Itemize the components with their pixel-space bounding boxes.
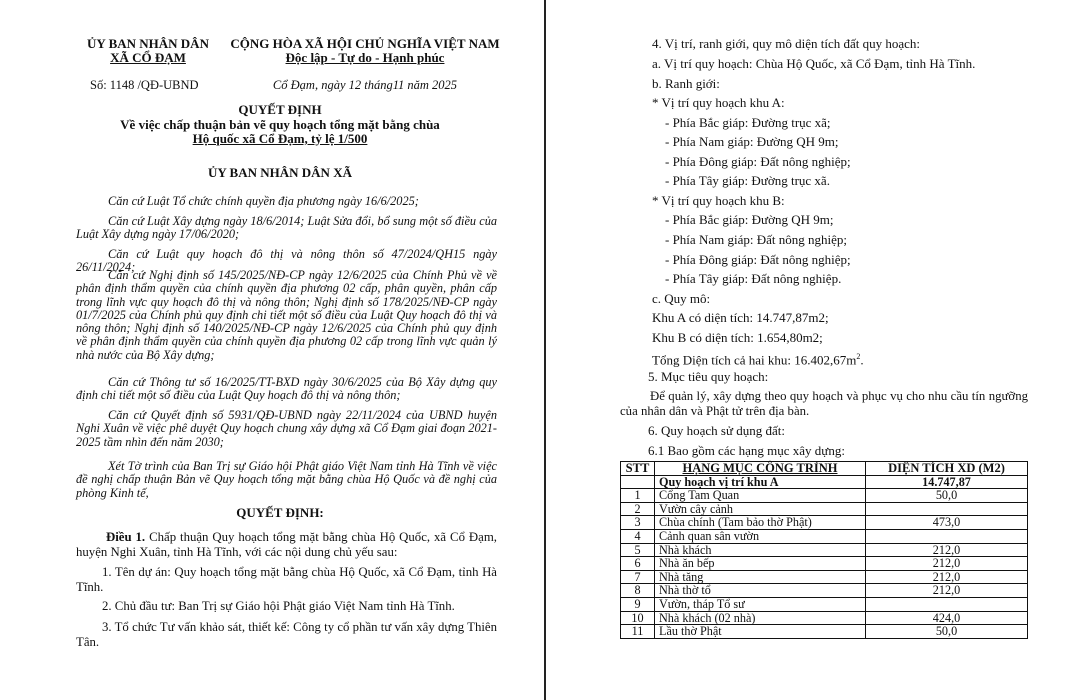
zone-a-area: Khu A có diện tích: 14.747,87m2; bbox=[652, 310, 829, 325]
article-1-label: Điều 1. bbox=[106, 530, 146, 544]
column-header-stt: STT bbox=[621, 462, 655, 476]
section-5-heading: 5. Mục tiêu quy hoạch: bbox=[648, 369, 769, 384]
table-cell-stt: 3 bbox=[621, 516, 655, 530]
construction-items-heading: 6.1 Bao gồm các hạng mục xây dựng: bbox=[648, 443, 845, 458]
table-cell-stt: 10 bbox=[621, 611, 655, 625]
article-1-text: Chấp thuận Quy hoạch tổng mặt bằng chùa Hộ Quốc, xã Cổ Đạm, huyện Nghi Xuân, tỉnh Hà Tĩnh, với các nội dung chủ yếu sau: bbox=[76, 530, 497, 559]
table-cell-area: 424,0 bbox=[866, 611, 1028, 625]
table-cell-area: 212,0 bbox=[866, 584, 1028, 598]
table-cell-name: Nhà thờ tổ bbox=[655, 584, 866, 598]
table-row bbox=[621, 489, 1028, 503]
table-row bbox=[621, 557, 1028, 571]
table-cell-name: Quy hoạch vị trí khu A bbox=[655, 475, 866, 489]
article-item-investor: 2. Chủ đầu tư: Ban Trị sự Giáo hội Phật giáo Việt Nam tỉnh Hà Tĩnh. bbox=[102, 599, 455, 613]
table-cell-stt: 1 bbox=[621, 489, 655, 503]
table-section-row bbox=[621, 475, 1028, 489]
article-item-consultant: 3. Tổ chức Tư vấn khảo sát, thiết kế: Công ty cổ phần tư vấn xây dựng Thiên Tân. bbox=[76, 620, 497, 649]
preamble-clause: Căn cứ Quyết định số 5931/QĐ-UBND ngày 22/11/2024 của UBND huyện Nghi Xuân về việc phê duyệt Quy hoạch chung xây dựng xã Cổ Đạm giai đoạn 2021-2025 tầm nhìn đến năm 2030; bbox=[76, 408, 497, 449]
zone-a-boundary: - Phía Bắc giáp: Đường trục xã; bbox=[665, 115, 831, 130]
table-row bbox=[621, 584, 1028, 598]
table-cell-area bbox=[866, 529, 1028, 543]
table-cell-area bbox=[866, 597, 1028, 611]
construction-items-table bbox=[620, 461, 1028, 639]
zone-a-boundary: - Phía Tây giáp: Đường trục xã. bbox=[665, 173, 830, 188]
page-divider bbox=[544, 0, 546, 700]
table-cell-stt: 8 bbox=[621, 584, 655, 598]
zone-b-heading: * Vị trí quy hoạch khu B: bbox=[652, 193, 785, 208]
table-row bbox=[621, 502, 1028, 516]
zone-a-heading: * Vị trí quy hoạch khu A: bbox=[652, 95, 785, 110]
zone-b-boundary: - Phía Bắc giáp: Đường QH 9m; bbox=[665, 212, 834, 227]
total-area-period: . bbox=[860, 352, 864, 368]
table-cell-area: 212,0 bbox=[866, 543, 1028, 557]
preamble-clause: Xét Tờ trình của Ban Trị sự Giáo hội Phật giáo Việt Nam tỉnh Hà Tĩnh về việc đề nghị chấp thuận Bản vẽ Quy hoạch tổng mặt bằng chùa Hộ Quốc và đề nghị của phòng Kinh tế, bbox=[76, 459, 497, 500]
location-line: a. Vị trí quy hoạch: Chùa Hộ Quốc, xã Cổ Đạm, tỉnh Hà Tĩnh. bbox=[652, 56, 976, 71]
scale-heading: c. Quy mô: bbox=[652, 291, 711, 306]
table-cell-stt: 7 bbox=[621, 570, 655, 584]
document-number: Số: 1148 /QĐ-UBND bbox=[90, 78, 199, 92]
table-row bbox=[621, 570, 1028, 584]
planning-goal-text: Để quản lý, xây dựng theo quy hoạch và phục vụ cho nhu cầu tín ngưỡng của nhân dân và Phật tử trên địa bàn. bbox=[620, 389, 1028, 418]
zone-b-area: Khu B có diện tích: 1.654,80m2; bbox=[652, 330, 823, 345]
column-header-item bbox=[655, 462, 866, 476]
table-cell-name: Lầu thờ Phật bbox=[655, 625, 866, 639]
document-page-right bbox=[548, 0, 1087, 700]
table-cell-stt: 5 bbox=[621, 543, 655, 557]
preamble-clause: Căn cứ Luật Xây dựng ngày 18/6/2014; Luật Sửa đổi, bổ sung một số điều của Luật Xây dựng ngày 17/06/2020; bbox=[76, 214, 497, 242]
national-title: CỘNG HÒA XÃ HỘI CHỦ NGHĨA VIỆT NAM bbox=[230, 36, 500, 51]
article-item-project-name: 1. Tên dự án: Quy hoạch tổng mặt bằng chùa Hộ Quốc, xã Cổ Đạm, tỉnh Hà Tĩnh. bbox=[76, 565, 497, 594]
zone-b-boundary: - Phía Đông giáp: Đất nông nghiệp; bbox=[665, 252, 851, 267]
total-area-superscript: 2 bbox=[856, 352, 861, 361]
table-cell-stt: 2 bbox=[621, 502, 655, 516]
column-header-item-text: HẠNG MỤC CÔNG TRÌNH bbox=[682, 461, 838, 475]
decision-title: QUYẾT ĐỊNH bbox=[238, 102, 322, 117]
preamble-clause: Căn cứ Nghị định số 145/2025/NĐ-CP ngày 12/6/2025 của Chính Phủ về về phân định thẩm quyền của chính quyền địa phương 02 cấp, phân quyền, phân cấp trong lĩnh vực quy hoạch đô thị và nông thôn; Nghị định số 178/2025/NĐ-CP ngày 01/7/2025 của Chính phủ quy định chi tiết một số điều của Luật Quy hoạch đô thị và nông thôn; Nghị định số 140/2025/NĐ-CP ngày 12/6/2025 của Chính phủ quy định về phân định thẩm quyền của chính quyền địa phương 02 cấp trong lĩnh vực quản lý nhà nước của Bộ Xây dựng; bbox=[76, 268, 497, 362]
table-cell-area: 14.747,87 bbox=[866, 475, 1028, 489]
table-cell-name: Nhà khách (02 nhà) bbox=[655, 611, 866, 625]
table-row bbox=[621, 625, 1028, 639]
table-cell-name: Vườn, tháp Tổ sư bbox=[655, 597, 866, 611]
table-cell-name: Chùa chính (Tam bảo thờ Phật) bbox=[655, 516, 866, 530]
column-header-area: DIỆN TÍCH XD (M2) bbox=[866, 462, 1028, 476]
decision-subject-line1: Về việc chấp thuận bản vẽ quy hoạch tổng mặt bằng chùa bbox=[120, 117, 440, 132]
table-cell-name: Cảnh quan sân vườn bbox=[655, 529, 866, 543]
table-cell-name: Nhà tăng bbox=[655, 570, 866, 584]
table-row bbox=[621, 543, 1028, 557]
table-cell-area: 50,0 bbox=[866, 489, 1028, 503]
table-row bbox=[621, 516, 1028, 530]
table-cell-stt: 4 bbox=[621, 529, 655, 543]
preamble-clause: Căn cứ Luật quy hoạch đô thị và nông thôn số 47/2024/QH15 ngày 26/11/2024; bbox=[76, 247, 497, 275]
decision-subject-line2 bbox=[60, 131, 500, 147]
issuing-org-line2: XÃ CỔ ĐẠM bbox=[110, 50, 186, 65]
table-row bbox=[621, 529, 1028, 543]
table-cell-name: Vườn cây cảnh bbox=[655, 502, 866, 516]
zone-a-boundary: - Phía Đông giáp: Đất nông nghiệp; bbox=[665, 154, 851, 169]
table-row bbox=[621, 597, 1028, 611]
zone-a-boundary: - Phía Nam giáp: Đường QH 9m; bbox=[665, 134, 839, 149]
decides-heading: QUYẾT ĐỊNH: bbox=[236, 505, 324, 520]
issuing-org-line1: ỦY BAN NHÂN DÂN bbox=[87, 36, 209, 51]
zone-b-boundary: - Phía Nam giáp: Đất nông nghiệp; bbox=[665, 232, 847, 247]
table-cell-area bbox=[866, 502, 1028, 516]
table-cell-area: 212,0 bbox=[866, 557, 1028, 571]
table-cell-name: Cổng Tam Quan bbox=[655, 489, 866, 503]
table-cell-area: 50,0 bbox=[866, 625, 1028, 639]
table-cell-stt bbox=[621, 475, 655, 489]
national-motto: Độc lập - Tự do - Hạnh phúc bbox=[285, 50, 445, 65]
table-cell-stt: 11 bbox=[621, 625, 655, 639]
preamble-clause: Căn cứ Thông tư số 16/2025/TT-BXD ngày 30/6/2025 của Bộ Xây dựng quy định chi tiết một số điều của Luật Quy hoạch đô thị và nông thôn; bbox=[76, 375, 497, 403]
preamble-clause: Căn cứ Luật Tổ chức chính quyền địa phương ngày 16/6/2025; bbox=[108, 194, 419, 208]
table-cell-stt: 9 bbox=[621, 597, 655, 611]
table-cell-name: Nhà ăn bếp bbox=[655, 557, 866, 571]
table-cell-area: 473,0 bbox=[866, 516, 1028, 530]
issue-date: Cổ Đạm, ngày 12 tháng11 năm 2025 bbox=[272, 78, 458, 92]
boundary-heading: b. Ranh giới: bbox=[652, 76, 720, 91]
table-cell-name: Nhà khách bbox=[655, 543, 866, 557]
total-area bbox=[652, 349, 864, 367]
table-cell-area: 212,0 bbox=[866, 570, 1028, 584]
decision-subject-text: Hộ quốc xã Cổ Đạm, tỷ lệ 1/500 bbox=[192, 131, 368, 146]
section-6-heading: 6. Quy hoạch sử dụng đất: bbox=[648, 423, 786, 438]
issuing-authority: ỦY BAN NHÂN DÂN XÃ bbox=[208, 165, 352, 180]
table-cell-stt: 6 bbox=[621, 557, 655, 571]
total-area-text: Tổng Diện tích cả hai khu: 16.402,67m bbox=[652, 352, 857, 368]
table-header-row bbox=[621, 462, 1028, 476]
table-row bbox=[621, 611, 1028, 625]
article-1 bbox=[76, 530, 497, 560]
section-4-heading: 4. Vị trí, ranh giới, quy mô diện tích đất quy hoạch: bbox=[652, 36, 921, 51]
zone-b-boundary: - Phía Tây giáp: Đất nông nghiệp. bbox=[665, 271, 842, 286]
